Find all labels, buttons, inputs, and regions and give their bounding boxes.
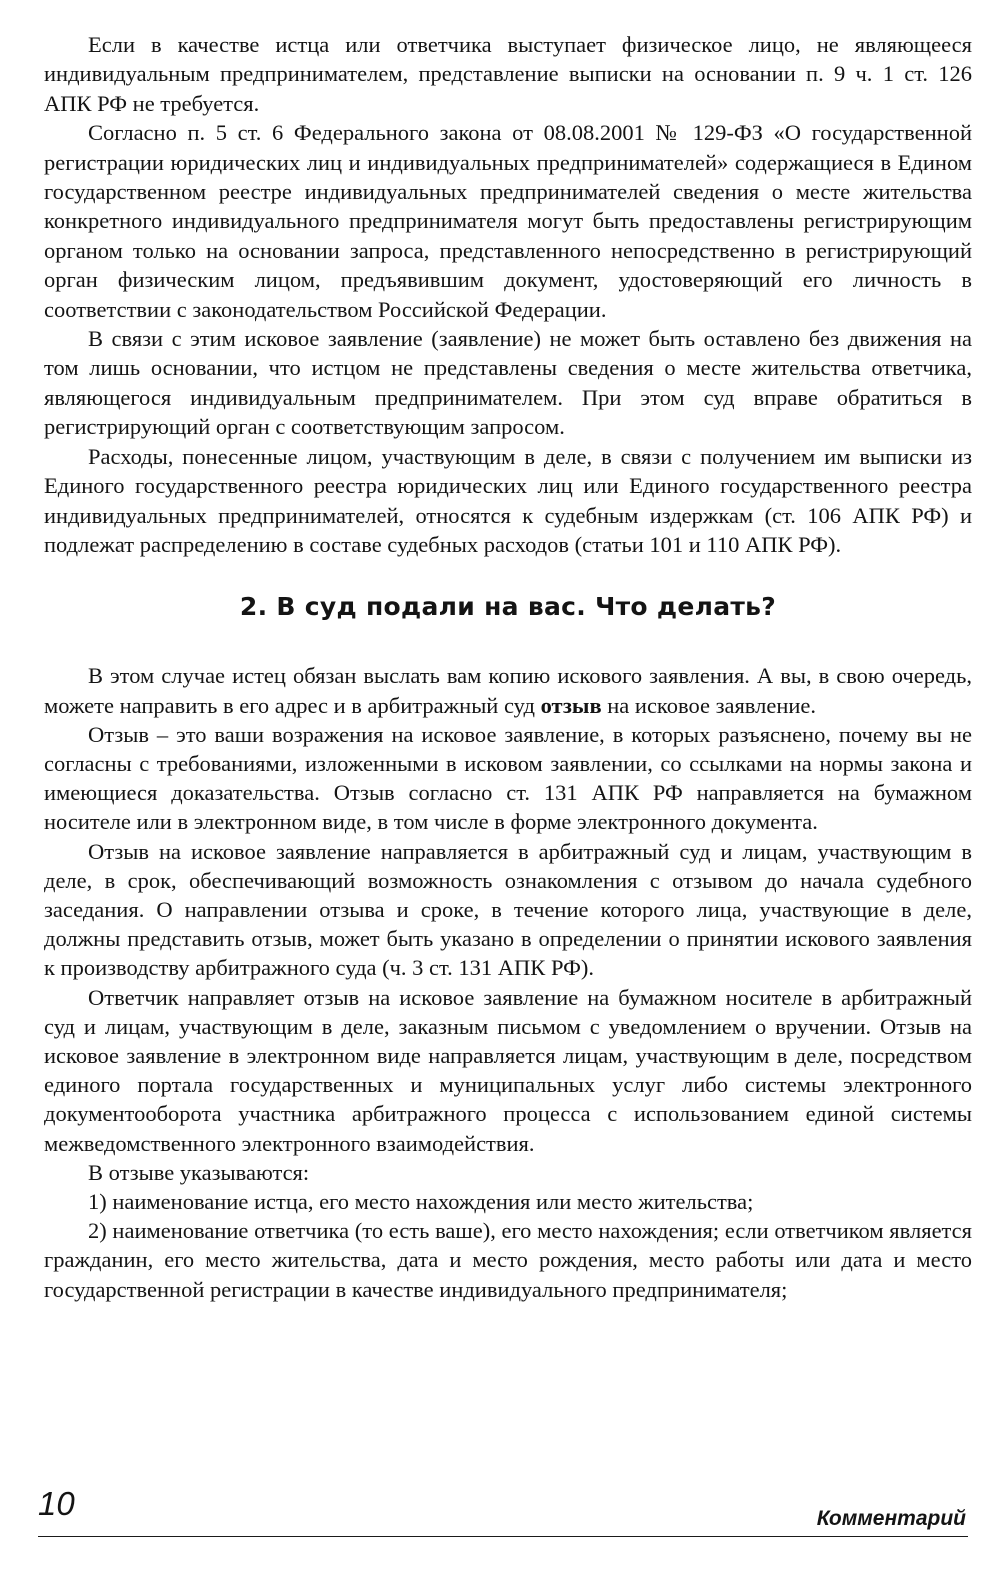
- section-1: [44, 30, 972, 559]
- page-body: [44, 30, 972, 1304]
- intro-text-after: на исковое заявление.: [607, 692, 817, 718]
- section-2: [44, 661, 972, 1303]
- intro-term: отзыв: [540, 692, 602, 718]
- paragraph: Согласно п. 5 ст. 6 Федерального закона от 08.08.2001 № 129-ФЗ «О государственной регистрации юридических лиц и индивидуальных предпринимателей» содержащиеся в Едином государственном реестре индивидуальных предпринимателей сведения о месте жительства конкретного индивидуального предпринимателя могут быть предоставлены регистрирующим органом только на основании запроса, представленного непосредственно в регистрирующий орган физическим лицом, предъявившим документ, удостоверяющий его личность в соответствии с законодательством Российской Федерации.: [44, 120, 972, 322]
- paragraph: Ответчик направляет отзыв на исковое заявление на бумажном носителе в арбитражный суд и лицам, участвующим в деле, заказным письмом с уведомлением о вручении. Отзыв на исковое заявление в электронном виде направляется лицам, участвующим в деле, посредством единого портала государственных и муниципальных услуг либо системы электронного документооборота участника арбитражного процесса с использованием единой системы межведомственного электронного взаимодействия.: [44, 984, 972, 1156]
- intro-text-before: В этом случае истец обязан выслать вам копию искового заявления. А вы, в свою очередь, можете направить в его адрес и в арбитражный суд: [44, 663, 972, 718]
- running-title: Комментарий: [816, 1507, 966, 1530]
- paragraph: Расходы, понесенные лицом, участвующим в деле, в связи с получением им выписки из Единого государственного реестра юридических лиц или Единого государственного реестра индивидуальных предпринимателей, относятся к судебным издержкам (ст. 106 АПК РФ) и подлежат распределению в составе судебных расходов (статьи 101 и 110 АПК РФ).: [44, 443, 972, 557]
- paragraph: В связи с этим исковое заявление (заявление) не может быть оставлено без движения на том лишь основании, что истцом не представлены сведения о месте жительства ответчика, являющегося индивидуальным предпринимателем. При этом суд вправе обратиться в регистрирующий орган с соответствующим запросом.: [44, 326, 972, 440]
- page-footer: [38, 1484, 968, 1537]
- intro-paragraph: [44, 661, 972, 719]
- paragraph: Если в качестве истца или ответчика выступает физическое лицо, не являющееся индивидуальным предпринимателем, представление выписки на основании п. 9 ч. 1 ст. 126 АПК РФ не требуется.: [44, 32, 972, 116]
- paragraph: Отзыв – это ваши возражения на исковое заявление, в которых разъяснено, почему вы не согласны с требованиями, изложенными в исковом заявлении, со ссылками на нормы закона и имеющиеся доказательства. Отзыв согласно ст. 131 АПК РФ направляется на бумажном носителе или в электронном виде, в том числе в форме электронного документа.: [44, 721, 972, 835]
- list-item: 1) наименование истца, его место нахождения или место жительства;: [88, 1188, 754, 1214]
- page-number: 10: [38, 1485, 75, 1522]
- paragraph: В отзыве указываются:: [88, 1159, 310, 1185]
- paragraph: Отзыв на исковое заявление направляется в арбитражный суд и лицам, участвующим в деле, в срок, обеспечивающий возможность ознакомления с отзывом до начала судебного заседания. О направлении отзыва и сроке, в течение которого лица, участвующие в деле, должны представить отзыв, может быть указано в определении о принятии искового заявления к производству арбитражного суда (ч. 3 ст. 131 АПК РФ).: [44, 838, 972, 981]
- list-item: 2) наименование ответчика (то есть ваше), его место нахождения; если ответчиком является гражданин, его место жительства, дата и место рождения, место работы или дата и место государственной регистрации в качестве индивидуального предпринимателя;: [44, 1218, 972, 1302]
- section-heading: 2. В суд подали на вас. Что делать?: [239, 592, 777, 622]
